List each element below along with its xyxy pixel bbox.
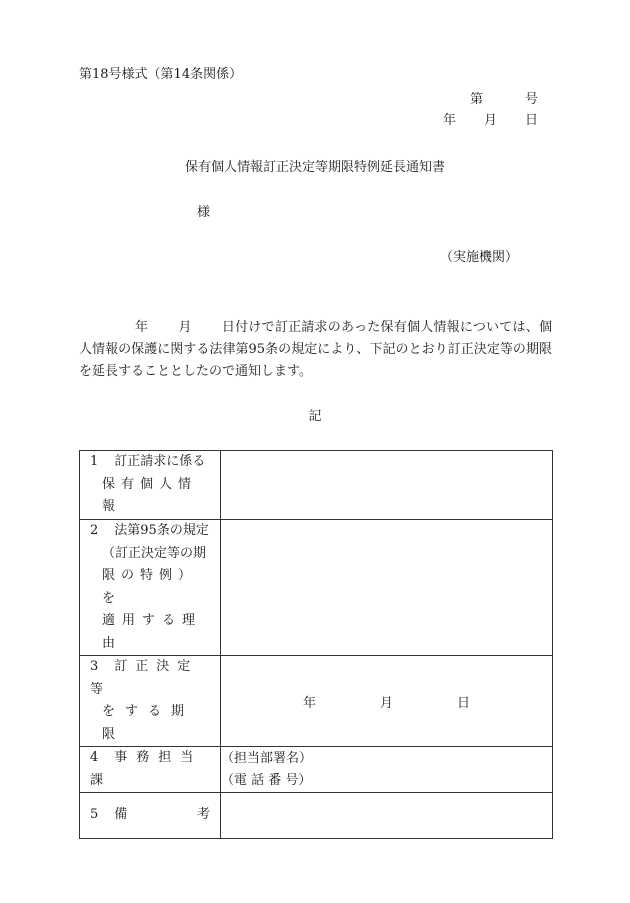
date-year: 年 <box>442 113 456 128</box>
row-number: 2 <box>90 523 99 538</box>
issuer: （実施機関） <box>439 250 518 265</box>
table-row <box>80 656 553 747</box>
body-paragraph: 日付けで訂正請求のあった保有個人情報については、個人情報の保護に関する法律第95条の規定により、下記のとおり訂正決定等の期限を延長することとしたので通知します。 <box>79 320 552 379</box>
row-number: 3 <box>90 659 99 674</box>
row2-label-line2: （訂正決定等の期 <box>102 545 207 561</box>
row4-value[interactable] <box>221 747 553 793</box>
table-row <box>80 747 553 793</box>
department-name-line: （担当部署名） <box>221 750 313 766</box>
details-table <box>79 450 553 839</box>
row3-label-line2: をする期限 <box>102 704 195 742</box>
row1-value[interactable] <box>221 451 553 520</box>
row1-label-line1: 訂正請求に係る <box>114 454 206 470</box>
row2-label-line1: 法第95条の規定 <box>114 523 209 538</box>
body-month: 月 <box>178 320 192 335</box>
row3-value[interactable] <box>221 656 553 747</box>
table-row <box>80 520 553 656</box>
row-number: 1 <box>90 454 99 470</box>
row-number: 5 <box>90 807 99 823</box>
row5-label-right: 考 <box>196 807 210 823</box>
form-number: 第18号様式（第14条関係） <box>79 67 243 82</box>
body-year: 年 <box>135 320 149 335</box>
recipient-suffix: 様 <box>197 205 211 220</box>
phone-number-line: （電 話 番 号） <box>221 772 312 788</box>
body-text <box>79 317 552 383</box>
page-title: 保有個人情報訂正決定等期限特例延長通知書 <box>184 160 445 175</box>
deadline-month: 月 <box>379 695 393 711</box>
table-row <box>80 451 553 520</box>
doc-no-prefix: 第 <box>469 92 483 107</box>
date-day: 日 <box>524 113 538 128</box>
doc-no-suffix: 号 <box>524 92 538 107</box>
row5-label-left: 備 <box>114 807 128 823</box>
row3-label-line1: 訂正決定等 <box>90 659 199 697</box>
deadline-day: 日 <box>457 695 471 711</box>
row2-label-line4: 適用する理由 <box>102 613 203 651</box>
row4-label: 事務担当課 <box>90 750 203 788</box>
document-date <box>443 113 538 129</box>
document-number <box>470 92 538 108</box>
deadline-year: 年 <box>302 695 316 711</box>
row-number: 4 <box>90 750 99 765</box>
row2-label-line3: 限の特例）を <box>102 568 198 606</box>
date-month: 月 <box>483 113 497 128</box>
row5-value[interactable] <box>221 793 553 839</box>
ki-heading: 記 <box>308 409 322 424</box>
row2-value[interactable] <box>221 520 553 656</box>
row1-label-line2: 保有個人情報 <box>102 476 198 515</box>
table-row <box>80 793 553 839</box>
